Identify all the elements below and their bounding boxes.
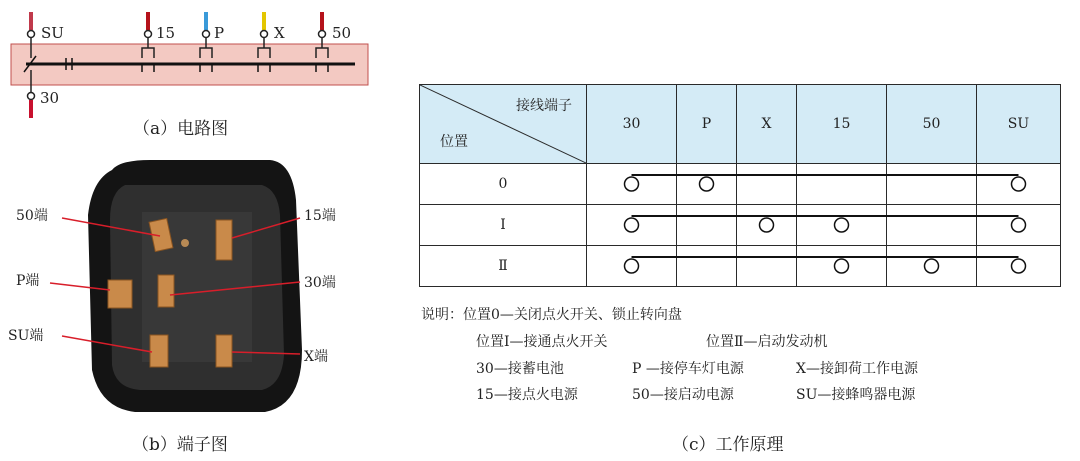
row-label: Ⅰ xyxy=(420,205,587,246)
pin-x xyxy=(216,335,232,367)
note-terminal-50: 50—接启动电源 xyxy=(632,387,734,403)
column-header: 30 xyxy=(587,85,677,164)
table-row xyxy=(420,246,1061,287)
column-header: 15 xyxy=(797,85,887,164)
photo-caption: （b）端子图 xyxy=(132,435,228,455)
label-30-terminal: 30端 xyxy=(304,275,336,291)
column-header: SU xyxy=(977,85,1061,164)
column-header: 50 xyxy=(887,85,977,164)
label-su-terminal: SU端 xyxy=(8,328,44,344)
terminal-label-15: 15 xyxy=(156,24,176,42)
label-50-terminal: 50端 xyxy=(16,208,48,224)
connection-table xyxy=(419,84,1061,287)
corner-top-label: 接线端子 xyxy=(516,98,572,114)
note-terminal-30: 30—接蓄电池 xyxy=(476,361,564,377)
row-label: 0 xyxy=(420,164,587,205)
table-caption: （c）工作原理 xyxy=(672,435,784,455)
circuit-caption: （a）电路图 xyxy=(133,119,229,139)
pin-su xyxy=(150,335,168,367)
column-header: P xyxy=(677,85,737,164)
table-corner xyxy=(420,85,587,164)
note-position-2: 位置Ⅱ—启动发动机 xyxy=(706,334,828,350)
label-15-terminal: 15端 xyxy=(304,208,336,224)
note-line-1: 说明：位置0—关闭点火开关、锁止转向盘 xyxy=(421,307,682,323)
pin-p xyxy=(108,280,132,308)
terminal-label-50: 50 xyxy=(332,24,352,42)
terminal-label-su: SU xyxy=(41,24,64,42)
label-x-terminal: X端 xyxy=(304,349,328,365)
pin-15 xyxy=(216,220,232,260)
note-terminal-x: X—接卸荷工作电源 xyxy=(796,361,918,377)
corner-bottom-label: 位置 xyxy=(440,134,468,150)
column-header: X xyxy=(737,85,797,164)
label-p-terminal: P端 xyxy=(16,273,40,289)
terminal-label-p: P xyxy=(214,24,225,42)
row-label: Ⅱ xyxy=(420,246,587,287)
table-header-row xyxy=(420,85,1061,164)
terminal-label-x: X xyxy=(274,24,285,42)
pin-30 xyxy=(158,275,174,307)
table-row xyxy=(420,164,1061,205)
note-terminal-p: P —接停车灯电源 xyxy=(632,361,744,377)
note-terminal-su: SU—接蜂鸣器电源 xyxy=(796,387,916,403)
table-row xyxy=(420,205,1061,246)
note-position-1: 位置Ⅰ—接通点火开关 xyxy=(476,334,608,350)
terminal-label-30: 30 xyxy=(40,89,60,107)
note-terminal-15: 15—接点火电源 xyxy=(476,387,578,403)
